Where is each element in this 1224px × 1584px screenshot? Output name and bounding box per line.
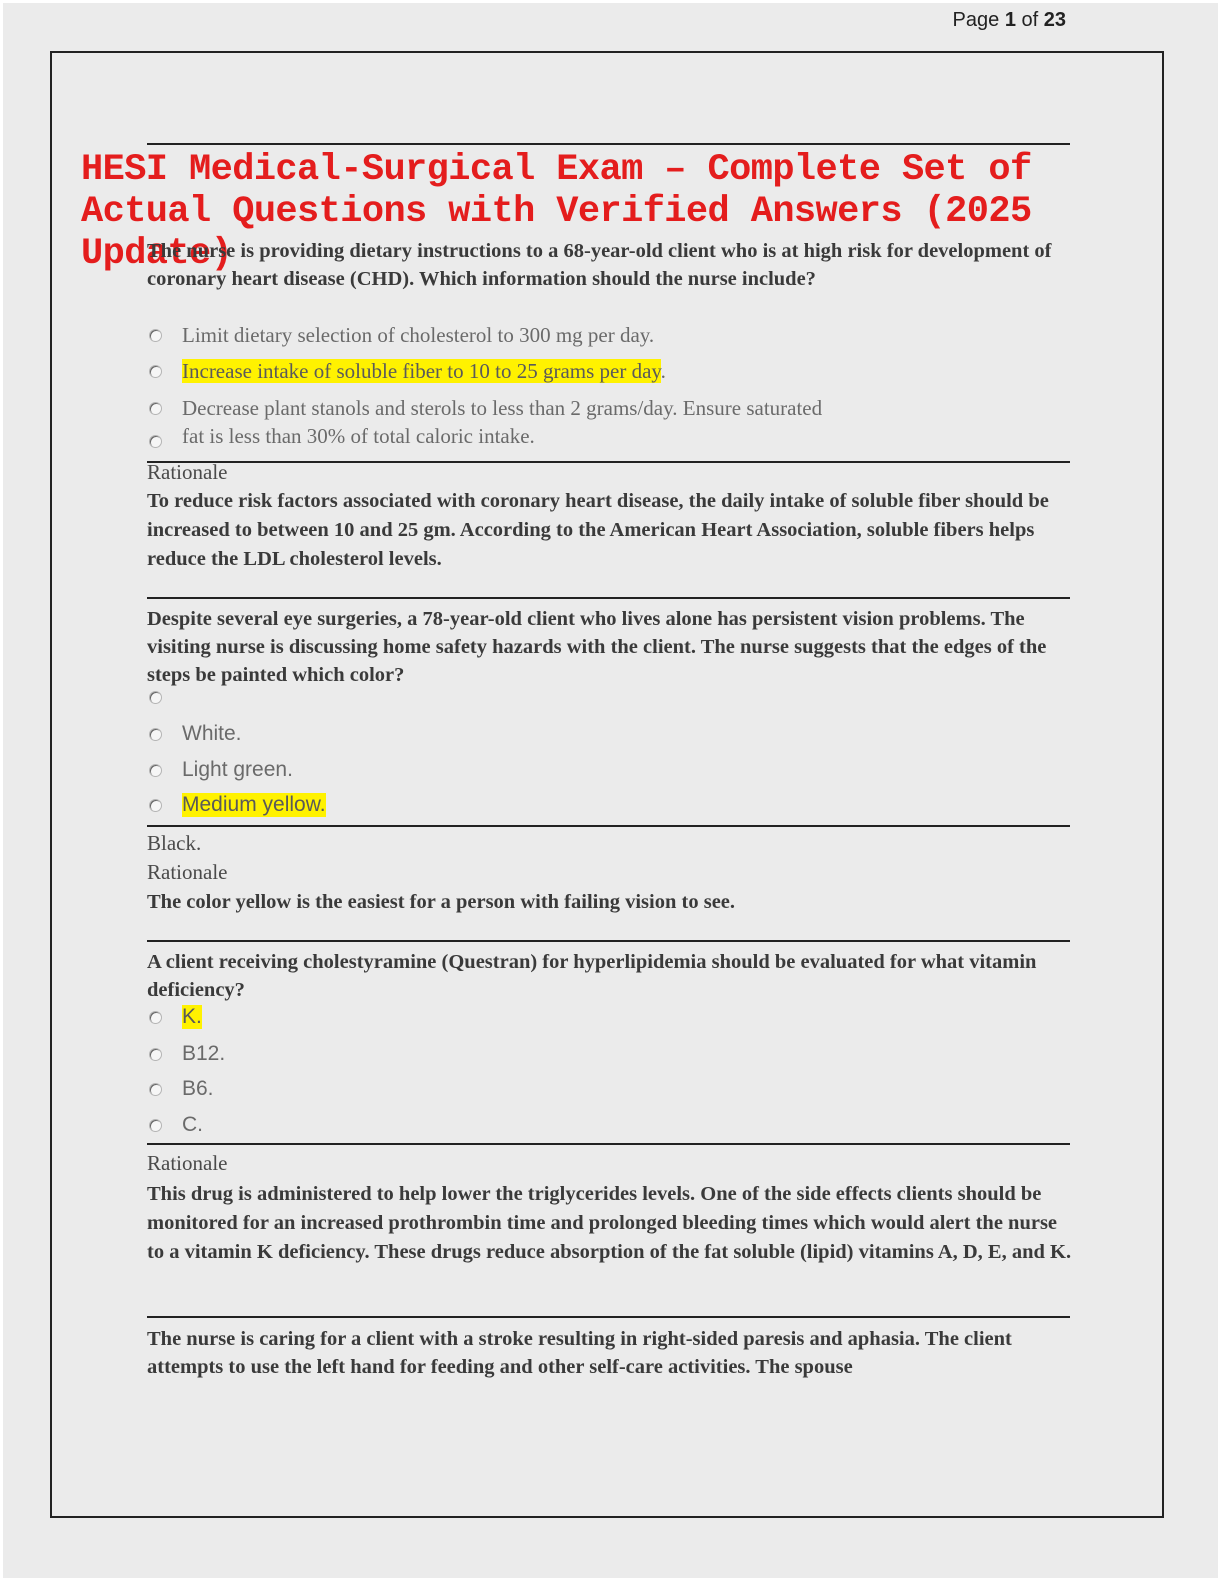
page-sheet	[3, 3, 1218, 1578]
question-4-text: The nurse is caring for a client with a stroke resulting in right-sided paresis and aphasia. The client attempts to use the left hand for feeding and other self-care activities. The spouse	[147, 1328, 1012, 1378]
q3-option-3[interactable]: B6.	[149, 1077, 214, 1101]
q3-option-1-correct[interactable]	[149, 1005, 202, 1029]
answer-highlight: K.	[182, 1005, 202, 1028]
divider	[147, 1143, 1070, 1145]
q1-option-4[interactable]: fat is less than 30% of total caloric intake.	[149, 424, 535, 448]
q1-option-3[interactable]: Decrease plant stanols and sterols to less than 2 grams/day. Ensure saturated	[149, 396, 822, 420]
answer-highlight: Increase intake of soluble fiber to 10 to 25 grams per day	[182, 358, 661, 383]
document-title: HESI Medical-Surgical Exam – Complete Set of Actual Questions with Verified Answers (2025 Update)	[81, 149, 1032, 275]
q2-rationale: The color yellow is the easiest for a person with failing vision to see.	[147, 891, 736, 913]
q3-option-4[interactable]: C.	[149, 1113, 203, 1137]
radio-button[interactable]	[149, 1119, 162, 1132]
answer-highlight: Medium yellow.	[182, 793, 326, 816]
question-3-text: A client receiving cholestyramine (Questran) for hyperlipidemia should be evaluated for what vitamin deficiency?	[147, 951, 1037, 1001]
radio-button[interactable]	[149, 402, 162, 415]
radio-button[interactable]	[149, 365, 162, 378]
radio-button[interactable]	[149, 799, 162, 812]
divider	[147, 461, 1070, 463]
radio-button[interactable]	[149, 1048, 162, 1061]
radio-button[interactable]	[149, 1083, 162, 1096]
q3-rationale: This drug is administered to help lower the triglycerides levels. One of the side effects clients should be monitored for an increased prothrombin time and prolonged bleeding times which would alert the nurse to a vitamin K deficiency. These drugs reduce absorption of the fat soluble (lipid) vitamins A, D, E, and K.	[147, 1183, 1072, 1263]
q2-option-2[interactable]: Light green.	[149, 758, 293, 782]
page-number: Page 1 of 23	[952, 9, 1066, 31]
radio-button[interactable]	[149, 1011, 162, 1024]
radio-button[interactable]	[149, 329, 162, 342]
q2-rationale-label: Rationale	[147, 860, 228, 884]
q1-option-1[interactable]: Limit dietary selection of cholesterol to 300 mg per day.	[149, 323, 654, 347]
q3-option-2[interactable]: B12.	[149, 1042, 225, 1066]
q1-rationale: To reduce risk factors associated with coronary heart disease, the daily intake of soluble fiber should be increased to between 10 and 25 gm. According to the American Heart Association, soluble fibers helps reduce the LDL cholesterol levels.	[147, 490, 1049, 570]
divider	[147, 1316, 1070, 1318]
q2-option-1[interactable]: White.	[149, 722, 242, 746]
question-1-text: The nurse is providing dietary instructions to a 68-year-old client who is at high risk for development of coronary heart disease (CHD). Which information should the nurse include?	[147, 240, 1052, 290]
q1-rationale-label: Rationale	[147, 460, 228, 484]
divider	[147, 940, 1070, 942]
radio-button[interactable]	[149, 764, 162, 777]
q1-option-2-correct[interactable]: Increase intake of soluble fiber to 10 to 25 grams per day.	[149, 359, 666, 383]
q2-option-3-correct[interactable]	[149, 793, 326, 817]
q2-option-empty[interactable]	[149, 685, 162, 709]
q2-option-4: Black.	[147, 831, 202, 855]
radio-button[interactable]	[149, 728, 162, 741]
divider	[147, 597, 1070, 599]
divider	[147, 825, 1070, 827]
q3-rationale-label: Rationale	[147, 1151, 228, 1175]
radio-button[interactable]	[149, 435, 162, 448]
question-2-text: Despite several eye surgeries, a 78-year-old client who lives alone has persistent vision problems. The visiting nurse is discussing home safety hazards with the client. The nurse suggests that the edges of the steps be painted which color?	[147, 608, 1047, 686]
radio-button[interactable]	[149, 691, 162, 704]
divider	[147, 143, 1070, 145]
